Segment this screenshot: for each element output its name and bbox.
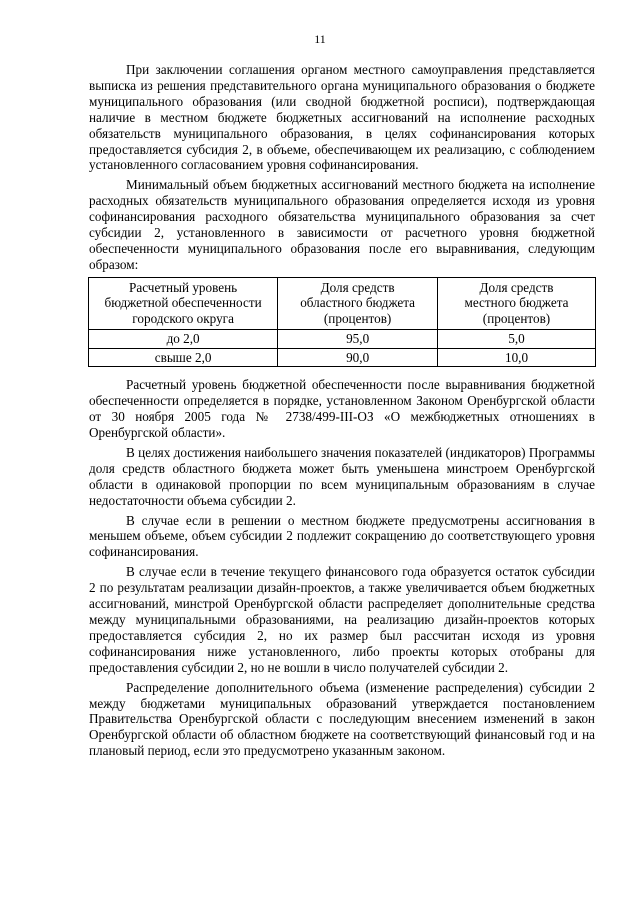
- document-body: [89, 62, 595, 759]
- header-regional-share: [278, 277, 438, 330]
- header-budget-level: [89, 277, 278, 330]
- table-cell: 90,0: [278, 348, 438, 367]
- header-line: Расчетный уровень: [129, 279, 238, 295]
- cofinancing-table: [88, 277, 596, 368]
- paragraph: Минимальный объем бюджетных ассигнований местного бюджета на исполнение расходных обязательств муниципального образования определяется исходя из уровня софинансирования расходного обязательства муниципального образования за счет субсидии 2, установленного в зависимости от расчетного уровня бюджетной обеспеченности муниципального образования после его выравнивания, следующим образом:: [89, 177, 595, 272]
- paragraph: При заключении соглашения органом местного самоуправления представляется выписка из решения представительного органа муниципального образования о бюджете муниципального образования (или сводной бюджетной росписи), подтверждающая наличие в местном бюджете бюджетных ассигнований на исполнение расходных обязательств муниципального образования, в целях софинансирования которых предоставляется субсидия 2, в объеме, обеспечивающем их реализацию, с соблюдением установленного согласованием уровня софинансирования.: [89, 62, 595, 173]
- table-cell: до 2,0: [89, 330, 278, 349]
- paragraph: В случае если в решении о местном бюджете предусмотрены ассигнования в меньшем объеме, объем субсидии 2 подлежит сокращению до соответствующего уровня софинансирования.: [89, 512, 595, 560]
- header-line: местного бюджета: [464, 295, 569, 311]
- header-line: бюджетной обеспеченности: [104, 295, 262, 311]
- table-row: [89, 348, 596, 367]
- paragraph: Распределение дополнительного объема (изменение распределения) субсидии 2 между бюджетами муниципальных образований утверждается постановлением Правительства Оренбургской области с последующим внесением изменений в закон Оренбургской области об областном бюджете на соответствующий финансовый год и на плановый период, если это предусмотрено указанным законом.: [89, 679, 595, 759]
- paragraph: В целях достижения наибольшего значения показателей (индикаторов) Программы доля средств областного бюджета может быть уменьшена минстроем Оренбургской области в одинаковой пропорции по всем муниципальным образованиям в случае недостаточности объема субсидии 2.: [89, 444, 595, 508]
- table-row: [89, 330, 596, 349]
- header-line: Доля средств: [320, 279, 395, 295]
- table-cell: свыше 2,0: [89, 348, 278, 367]
- table-cell: 10,0: [438, 348, 596, 367]
- page-number: 11: [314, 32, 326, 46]
- header-line: (процентов): [323, 310, 392, 326]
- paragraph: Расчетный уровень бюджетной обеспеченности после выравнивания бюджетной обеспеченности определяется в порядке, установленном Законом Оренбургской области от 30 ноября 2005 года № 2738/499-III-ОЗ «О межбюджетных отношениях в Оренбургской области».: [89, 377, 595, 440]
- header-line: (процентов): [482, 310, 551, 326]
- header-line: Доля средств: [479, 279, 554, 295]
- table-cell: 5,0: [438, 330, 596, 349]
- table-header-row: [89, 277, 596, 330]
- header-local-share: [438, 277, 596, 330]
- table-cell: 95,0: [278, 330, 438, 349]
- header-line: городского округа: [132, 310, 234, 326]
- paragraph: В случае если в течение текущего финансового года образуется остаток субсидии 2 по результатам реализации дизайн-проектов, а также увеличивается объем бюджетных ассигнований, минстрой Оренбургской области распределяет дополнительные средства между муниципальными образованиями, на реализацию дизайн-проектов которых предоставляется субсидия 2, но их размер был рассчитан исходя из уровня софинансирования ниже установленного, либо проекты которых отобраны для предоставления субсидии 2, но не вошли в число получателей субсидии 2.: [89, 564, 595, 675]
- header-line: областного бюджета: [300, 295, 416, 311]
